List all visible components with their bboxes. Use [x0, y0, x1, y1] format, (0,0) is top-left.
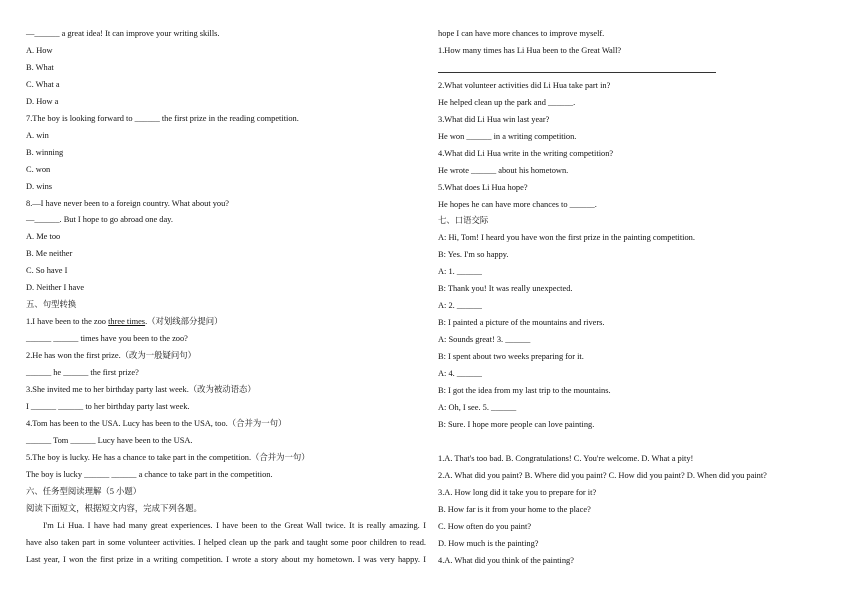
blank-line	[438, 434, 838, 451]
right-column	[438, 26, 838, 569]
answer-line: He won ______ in a writing competition.	[438, 131, 577, 141]
question-line: 5.What does Li Hua hope?	[438, 182, 528, 192]
dialogue-line: B: I painted a picture of the mountains and rivers.	[438, 318, 605, 328]
option-line: C. So have I	[26, 266, 68, 276]
answer-line: He hopes he can have more chances to ______.	[438, 199, 597, 209]
question-line: 4.What did Li Hua write in the writing competition?	[438, 148, 614, 158]
option-line: 1.A. That's too bad. B. Congratulations! C. You're welcome. D. What a pity!	[438, 453, 694, 463]
question-line: 7.The boy is looking forward to ______ the first prize in the reading competition.	[26, 113, 299, 123]
answer-line: I ______ ______ to her birthday party last week.	[26, 401, 190, 411]
option-line: D. Neither I have	[26, 283, 85, 293]
question-line: 2.What volunteer activities did Li Hua take part in?	[438, 80, 611, 90]
question-line: 2.He has won the first prize.（改为一般疑问句）	[26, 351, 197, 361]
dialogue-line: A: Hi, Tom! I heard you have won the first prize in the painting competition.	[438, 233, 695, 243]
dialogue-line: A: 1. ______	[438, 267, 482, 277]
section-heading: 七、口语交际	[438, 216, 489, 226]
dialogue-line: B: Thank you! It was really unexpected.	[438, 284, 573, 294]
dialogue-line: A: 2. ______	[438, 301, 482, 311]
option-line: A. How	[26, 45, 53, 55]
option-line: A. win	[26, 130, 49, 140]
answer-line: He wrote ______ about his hometown.	[438, 165, 569, 175]
option-line: C. won	[26, 164, 51, 174]
option-line: 4.A. What did you think of the painting?	[438, 555, 574, 565]
answer-rule	[438, 60, 716, 73]
answer-line: ______ ______ times have you been to the zoo?	[26, 334, 188, 344]
question-line	[26, 314, 426, 331]
answer-line: The boy is lucky ______ ______ a chance to take part in the competition.	[26, 469, 273, 479]
text-line: —______ a great idea! It can improve your writing skills.	[26, 29, 220, 38]
section-heading: 六、任务型阅读理解（5 小题）	[26, 486, 142, 496]
passage-line: hope I can have more chances to improve myself.	[438, 29, 605, 38]
option-line: D. wins	[26, 181, 53, 191]
option-line: D. How much is the painting?	[438, 538, 539, 548]
option-line: B. winning	[26, 147, 64, 157]
question-text: 1.I have been to the zoo	[26, 317, 109, 327]
question-line: 5.The boy is lucky. He has a chance to take part in the competition.（合并为一句）	[26, 452, 310, 462]
option-line: B. Me neither	[26, 249, 73, 259]
question-line: 4.Tom has been to the USA. Lucy has been to the USA, too.（合并为一句）	[26, 418, 287, 428]
question-line: 1.How many times has Li Hua been to the Great Wall?	[438, 45, 622, 55]
question-instruction: .（对划线部分提问）	[145, 317, 223, 327]
option-line: C. What a	[26, 79, 60, 89]
left-column	[26, 26, 426, 569]
answer-line: He helped clean up the park and ______.	[438, 97, 576, 107]
option-line: D. How a	[26, 96, 59, 106]
answer-line: ______ Tom ______ Lucy have been to the USA.	[26, 435, 193, 445]
instruction-line: 阅读下面短文，根据短文内容，完成下列各题。	[26, 503, 202, 513]
option-line: 3.A. How long did it take you to prepare for it?	[438, 487, 597, 497]
underlined-phrase: three times	[108, 317, 146, 327]
dialogue-line: B: I spent about two weeks preparing for it.	[438, 352, 584, 362]
passage-line: have also taken part in some volunteer activities. I helped clean up the park and taught some poor children to read.	[26, 537, 426, 547]
dialogue-line: B: Sure. I hope more people can love painting.	[438, 419, 595, 429]
answer-line: ______ he ______ the first prize?	[26, 368, 139, 378]
section-heading: 五、句型转换	[26, 300, 77, 310]
dialogue-line: B: Yes. I'm so happy.	[438, 250, 509, 260]
option-line: C. How often do you paint?	[438, 521, 532, 531]
option-line: B. How far is it from your home to the place?	[438, 504, 591, 514]
text-line: —______. But I hope to go abroad one day.	[26, 215, 173, 225]
option-line: B. What	[26, 62, 54, 72]
dialogue-line: A: Oh, I see. 5. ______	[438, 402, 517, 412]
passage-line: I'm Li Hua. I have had many great experiences. I have been to the Great Wall twice. It is really amazing. I	[43, 520, 426, 530]
dialogue-line: A: 4. ______	[438, 369, 482, 379]
question-line: 3.She invited me to her birthday party last week.（改为被动语态）	[26, 385, 256, 395]
dialogue-line: B: I got the idea from my last trip to the mountains.	[438, 386, 611, 395]
option-line: A. Me too	[26, 232, 61, 242]
passage-line: Last year, I won the first prize in a writing competition. I wrote a story about my hometown. I was very happy. I	[26, 554, 426, 564]
dialogue-line: A: Sounds great! 3. ______	[438, 335, 531, 345]
question-line: 3.What did Li Hua win last year?	[438, 114, 550, 124]
option-line: 2.A. What did you paint? B. Where did you paint? C. How did you paint? D. When did you paint?	[438, 470, 767, 480]
question-line: 8.—I have never been to a foreign country. What about you?	[26, 198, 230, 208]
